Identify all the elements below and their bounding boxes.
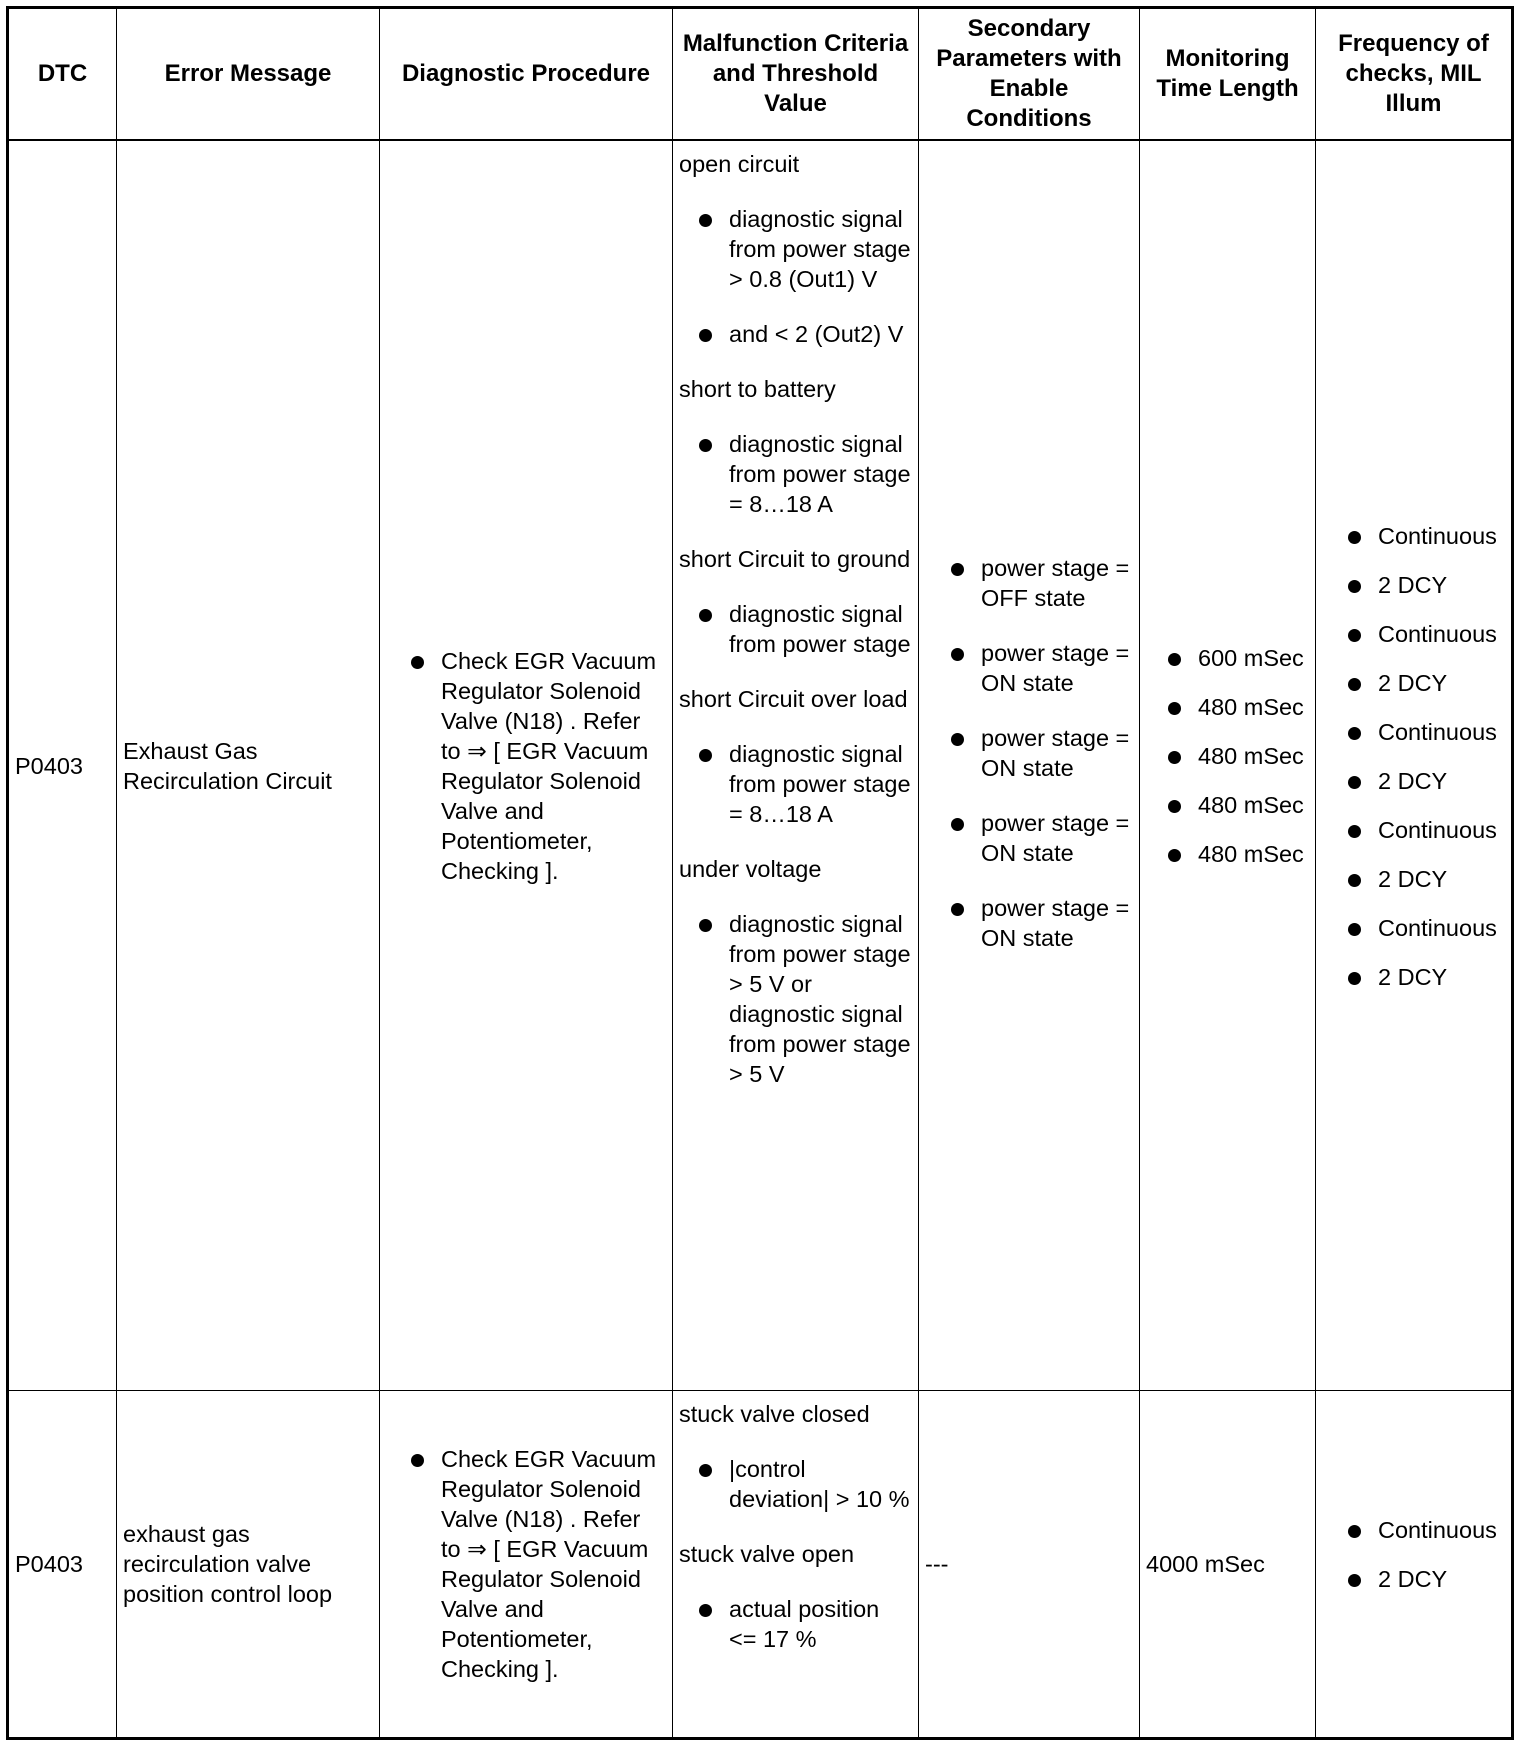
frequency-item: 2 DCY [1322,962,1505,992]
criteria-heading: stuck valve open [679,1541,855,1567]
monitoring-item: 600 mSec [1146,643,1309,673]
criteria-list [679,739,912,829]
frequency-item: Continuous [1322,717,1505,747]
criteria-heading: short Circuit to ground [679,546,911,572]
frequency-item: Continuous [1322,913,1505,943]
monitoring-item: 480 mSec [1146,741,1309,771]
criteria-list [679,909,912,1089]
header-diagnostic-procedure: Diagnostic Procedure [380,9,673,141]
header-secondary-parameters: Secondary Parameters with Enable Conditions [919,9,1140,141]
secondary-item: power stage = ON state [925,638,1133,698]
row2-criteria [673,1391,919,1737]
monitoring-item: 480 mSec [1146,790,1309,820]
secondary-item: power stage = ON state [925,808,1133,868]
criteria-list [679,1454,912,1514]
frequency-item: Continuous [1322,521,1505,551]
row1-dtc: P0403 [9,141,117,1391]
row1-error-message: Exhaust Gas Recirculation Circuit [117,141,380,1391]
secondary-item: power stage = ON state [925,893,1133,953]
criteria-item: actual position <= 17 % [679,1594,912,1654]
criteria-heading: under voltage [679,856,822,882]
procedure-item: Check EGR Vacuum Regulator Solenoid Valve (N18) . Refer to ⇒ [ EGR Vacuum Regulator Solenoid Valve and Potentiometer, Checking ]. [386,646,666,886]
frequency-item: Continuous [1322,815,1505,845]
row1-secondary [919,141,1140,1391]
criteria-item: diagnostic signal from power stage = 8…18 A [679,429,912,519]
criteria-heading: short Circuit over load [679,686,908,712]
criteria-item: diagnostic signal from power stage > 0.8 (Out1) V [679,204,912,294]
criteria-item: |control deviation| > 10 % [679,1454,912,1514]
secondary-item: power stage = ON state [925,723,1133,783]
procedure-item: Check EGR Vacuum Regulator Solenoid Valve (N18) . Refer to ⇒ [ EGR Vacuum Regulator Solenoid Valve and Potentiometer, Checking ]. [386,1444,666,1684]
row2-dtc: P0403 [9,1391,117,1737]
dtc-table [6,6,1514,1740]
frequency-item: 2 DCY [1322,570,1505,600]
secondary-item: power stage = OFF state [925,553,1133,613]
header-frequency: Frequency of checks, MIL Illum [1316,9,1511,141]
frequency-item: Continuous [1322,619,1505,649]
criteria-list [679,204,912,349]
header-monitoring-time: Monitoring Time Length [1140,9,1316,141]
row2-frequency [1316,1391,1511,1737]
frequency-item: 2 DCY [1322,668,1505,698]
row2-procedure [380,1391,673,1737]
criteria-item: diagnostic signal from power stage = 8…18 A [679,739,912,829]
criteria-item: diagnostic signal from power stage > 5 V or diagnostic signal from power stage > 5 V [679,909,912,1089]
row2-secondary: --- [919,1391,1140,1737]
frequency-item: 2 DCY [1322,766,1505,796]
criteria-list [679,1594,912,1654]
row1-criteria [673,141,919,1391]
criteria-list [679,599,912,659]
frequency-item: Continuous [1322,1515,1505,1545]
criteria-item: and < 2 (Out2) V [679,319,912,349]
monitoring-item: 480 mSec [1146,692,1309,722]
frequency-item: 2 DCY [1322,864,1505,894]
frequency-item: 2 DCY [1322,1564,1505,1594]
header-error-message: Error Message [117,9,380,141]
monitoring-item: 480 mSec [1146,839,1309,869]
row2-monitoring: 4000 mSec [1140,1391,1316,1737]
row1-frequency [1316,141,1511,1391]
criteria-item: diagnostic signal from power stage [679,599,912,659]
row1-procedure [380,141,673,1391]
criteria-list [679,429,912,519]
row2-error-message: exhaust gas recirculation valve position control loop [117,1391,380,1737]
header-malfunction-criteria: Malfunction Criteria and Threshold Value [673,9,919,141]
header-dtc: DTC [9,9,117,141]
criteria-heading: short to battery [679,376,836,402]
row1-monitoring [1140,141,1316,1391]
criteria-heading: open circuit [679,151,800,177]
criteria-heading: stuck valve closed [679,1401,870,1427]
